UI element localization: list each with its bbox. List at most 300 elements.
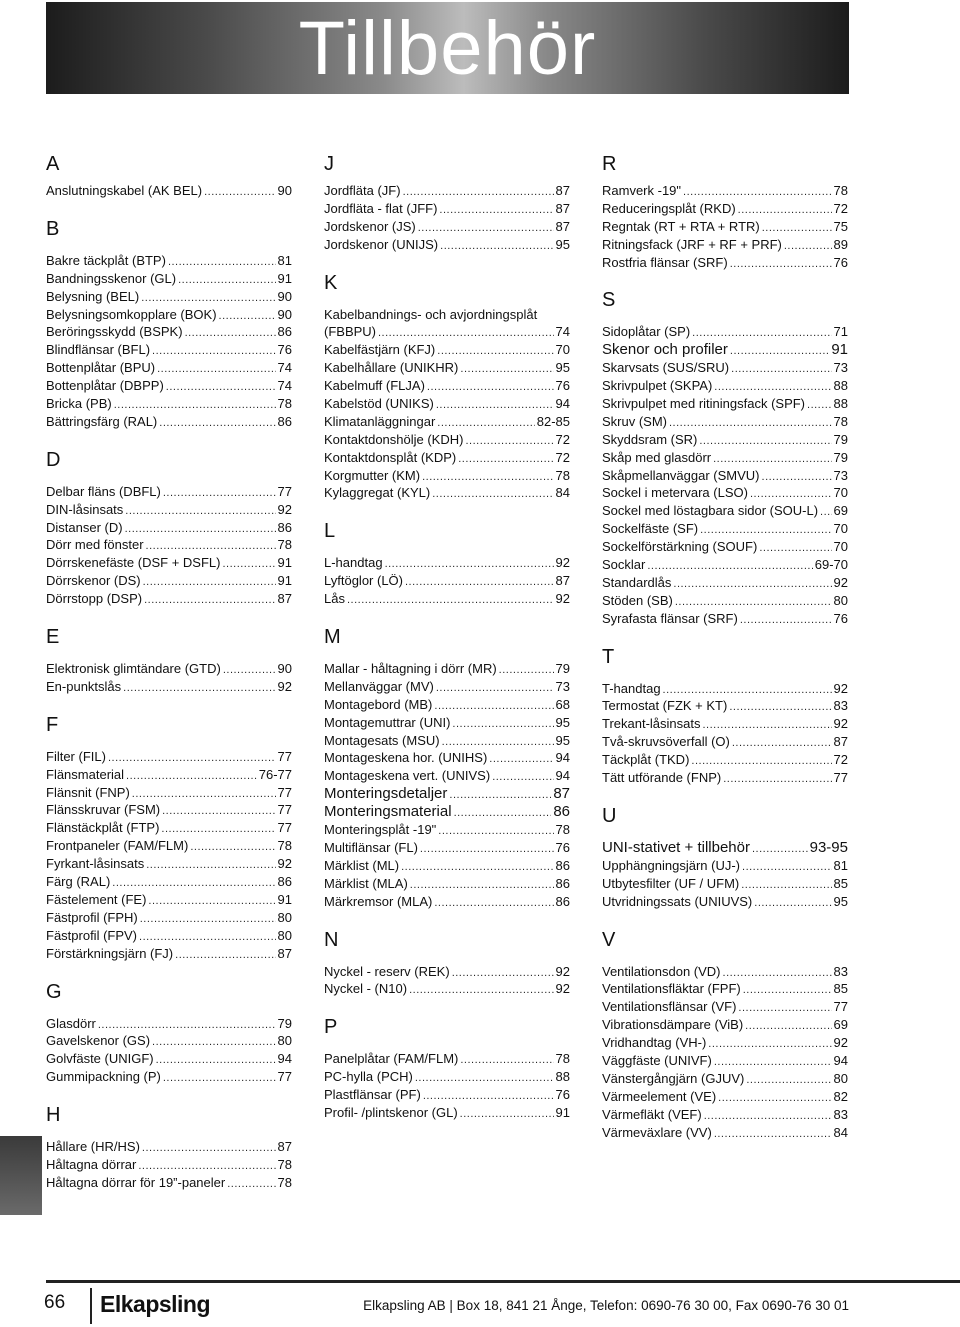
index-entry bbox=[602, 1034, 848, 1052]
dot-leader bbox=[489, 751, 553, 769]
index-entry bbox=[602, 341, 848, 359]
index-entry bbox=[46, 801, 292, 819]
entry-page: 76 bbox=[277, 342, 292, 358]
entry-name: Gummipackning (P) bbox=[46, 1069, 161, 1085]
entry-page: 83 bbox=[833, 963, 848, 979]
index-entry bbox=[602, 1052, 848, 1070]
index-entry bbox=[602, 556, 848, 574]
entry-name: Ventilationsdon (VD) bbox=[602, 963, 721, 979]
entry-page: 72 bbox=[555, 449, 570, 465]
entry-page: 87 bbox=[277, 1139, 292, 1155]
entry-page: 92 bbox=[833, 680, 848, 696]
dot-leader bbox=[168, 254, 276, 272]
dot-leader bbox=[227, 1176, 275, 1194]
index-entry bbox=[324, 714, 570, 732]
entry-name: Gavelskenor (GS) bbox=[46, 1033, 151, 1049]
section-letter: L bbox=[324, 520, 336, 543]
section-gap bbox=[602, 787, 848, 804]
dot-leader bbox=[401, 859, 553, 877]
index-entry bbox=[46, 323, 292, 341]
entry-name: Sockelfäste (SF) bbox=[602, 521, 699, 537]
entry-page: 82-85 bbox=[536, 413, 570, 429]
entry-name: Fästprofil (FPH) bbox=[46, 909, 138, 925]
entry-page: 76 bbox=[555, 839, 570, 855]
entry-page: 91 bbox=[555, 1104, 570, 1120]
dot-leader bbox=[152, 343, 275, 361]
dot-leader bbox=[784, 238, 832, 256]
index-entry bbox=[46, 678, 292, 696]
entry-page: 78 bbox=[277, 537, 292, 553]
entry-name: Elektronisk glimtändare (GTD) bbox=[46, 661, 221, 677]
entry-name: Färg (RAL) bbox=[46, 874, 111, 890]
entry-name: Två-skruvsöverfall (O) bbox=[602, 734, 730, 750]
entry-page: 91 bbox=[831, 341, 848, 359]
index-entry bbox=[46, 855, 292, 873]
entry-name: Fästprofil (FPV) bbox=[46, 927, 138, 943]
index-entry bbox=[602, 1070, 848, 1088]
section-gap bbox=[46, 431, 292, 448]
entry-name: Montagemuttrar (UNI) bbox=[324, 714, 451, 730]
entry-page: 71 bbox=[833, 324, 848, 340]
entry-page: 92 bbox=[833, 716, 848, 732]
index-entry bbox=[46, 1138, 292, 1156]
entry-name: Lås bbox=[324, 591, 345, 607]
entry-page: 83 bbox=[833, 1106, 848, 1122]
entry-page: 76 bbox=[555, 1087, 570, 1103]
entry-page: 87 bbox=[555, 183, 570, 198]
index-entry bbox=[46, 1015, 292, 1033]
entry-page: 86 bbox=[277, 324, 292, 340]
entry-page: 77 bbox=[277, 802, 292, 818]
dot-leader bbox=[673, 576, 831, 594]
index-entry bbox=[602, 1016, 848, 1034]
index-entry bbox=[324, 803, 570, 821]
entry-page: 92 bbox=[277, 678, 292, 694]
entry-page: 79 bbox=[833, 431, 848, 447]
entry-page: 86 bbox=[553, 803, 570, 821]
index-entry bbox=[46, 748, 292, 766]
entry-name: Bandningsskenor (GL) bbox=[46, 270, 177, 286]
section-gap bbox=[324, 254, 570, 271]
index-entry bbox=[602, 413, 848, 431]
entry-page: 80 bbox=[833, 1070, 848, 1086]
section-letter: K bbox=[324, 271, 338, 294]
entry-page: 91 bbox=[277, 555, 292, 571]
entry-name: Ventilationsfläktar (FPF) bbox=[602, 981, 741, 997]
dot-leader bbox=[454, 805, 552, 823]
dot-leader bbox=[108, 750, 276, 768]
section-letter: U bbox=[602, 804, 617, 827]
entry-name: Flänsskruvar (FSM) bbox=[46, 802, 161, 818]
index-column-3 bbox=[602, 152, 848, 1141]
footer-divider bbox=[90, 1288, 92, 1324]
dot-leader bbox=[405, 574, 554, 592]
section-letter: J bbox=[324, 153, 334, 175]
entry-page: 78 bbox=[555, 822, 570, 838]
entry-page: 87 bbox=[553, 785, 570, 803]
dot-leader bbox=[754, 895, 831, 913]
entry-name: Värmefläkt (VEF) bbox=[602, 1106, 702, 1122]
index-entry bbox=[602, 857, 848, 875]
entry-page: 92 bbox=[555, 555, 570, 571]
entry-page: 91 bbox=[277, 891, 292, 907]
entry-name: Håltagna dörrar för 19”-paneler bbox=[46, 1174, 226, 1190]
entry-page: 78 bbox=[555, 467, 570, 483]
page-number: 66 bbox=[44, 1292, 66, 1313]
entry-name: Kabelfästjärn (KFJ) bbox=[324, 342, 436, 358]
section-letter: P bbox=[324, 1016, 338, 1039]
entry-page: 91 bbox=[277, 270, 292, 286]
section-gap bbox=[602, 628, 848, 645]
entry-page: 92 bbox=[555, 981, 570, 997]
entry-page: 78 bbox=[833, 183, 848, 198]
dot-leader bbox=[762, 469, 832, 487]
entry-page: 72 bbox=[555, 431, 570, 447]
entry-name: Lyftöglor (LÖ) bbox=[324, 573, 403, 589]
index-entry bbox=[602, 467, 848, 485]
index-entry bbox=[324, 678, 570, 696]
index-entry bbox=[324, 1104, 570, 1122]
section-letter: B bbox=[46, 217, 60, 240]
entry-page: 95 bbox=[833, 893, 848, 909]
dot-leader bbox=[704, 1108, 832, 1126]
entry-name: Panelplåtar (FAM/FLM) bbox=[324, 1051, 459, 1067]
side-tab-marker bbox=[0, 1136, 42, 1215]
entry-name: Beröringsskydd (BSPK) bbox=[46, 324, 183, 340]
index-entry bbox=[46, 784, 292, 802]
index-entry bbox=[46, 288, 292, 306]
entry-name: Bricka (PB) bbox=[46, 396, 112, 412]
index-entry bbox=[324, 1068, 570, 1086]
entry-page: 77 bbox=[277, 483, 292, 499]
entry-name: Bättringsfärg (RAL) bbox=[46, 413, 158, 429]
section-gap bbox=[324, 911, 570, 928]
index-entry bbox=[46, 377, 292, 395]
index-entry bbox=[602, 359, 848, 377]
index-entry bbox=[602, 592, 848, 610]
entry-page: 79 bbox=[555, 661, 570, 677]
entry-name: Montageskena hor. (UNIHS) bbox=[324, 750, 488, 766]
entry-name: Jordskenor (UNIJS) bbox=[324, 236, 439, 252]
entry-page: 79 bbox=[277, 1015, 292, 1031]
entry-name: Utvridningssats (UNIUVS) bbox=[602, 893, 753, 909]
entry-name: Montagesats (MSU) bbox=[324, 732, 440, 748]
index-entry bbox=[324, 572, 570, 590]
entry-page: 84 bbox=[833, 1124, 848, 1140]
entry-page: 90 bbox=[277, 661, 292, 677]
entry-name: Skenor och profiler bbox=[602, 341, 728, 359]
entry-name: Klimatanläggningar bbox=[324, 413, 436, 429]
index-entry bbox=[46, 819, 292, 837]
dot-leader bbox=[162, 803, 275, 821]
entry-name: En-punktslås bbox=[46, 678, 122, 694]
index-entry bbox=[324, 767, 570, 785]
entry-name: Filter (FIL) bbox=[46, 748, 106, 764]
dot-leader bbox=[708, 1036, 831, 1054]
entry-page: 72 bbox=[833, 752, 848, 768]
section-letter: F bbox=[46, 713, 59, 736]
index-entry bbox=[46, 270, 292, 288]
entry-page: 86 bbox=[277, 413, 292, 429]
index-entry bbox=[46, 945, 292, 963]
section-letter: R bbox=[602, 153, 617, 175]
entry-name: Mellanväggar (MV) bbox=[324, 678, 434, 694]
entry-page: 92 bbox=[277, 856, 292, 872]
index-entry bbox=[602, 395, 848, 413]
dot-leader bbox=[436, 680, 554, 698]
entry-name: Sockelförstärkning (SOUF) bbox=[602, 539, 758, 555]
dot-leader bbox=[731, 361, 831, 379]
index-entry bbox=[602, 715, 848, 733]
entry-name: Skrivpulpet (SKPA) bbox=[602, 378, 713, 394]
entry-name: Märklist (MLA) bbox=[324, 875, 408, 891]
dot-leader bbox=[699, 433, 831, 451]
dot-leader bbox=[492, 769, 553, 787]
index-entry bbox=[602, 431, 848, 449]
dot-leader bbox=[422, 469, 553, 487]
dot-leader bbox=[730, 256, 832, 274]
dot-leader bbox=[714, 1126, 832, 1144]
index-entry bbox=[602, 323, 848, 341]
index-entry bbox=[46, 1174, 292, 1192]
dot-leader bbox=[163, 1070, 276, 1088]
section-gap bbox=[602, 271, 848, 288]
entry-name: Skåpmellanväggar (SMVU) bbox=[602, 467, 760, 483]
entry-name: Skarvsats (SUS/SRU) bbox=[602, 360, 730, 376]
entry-page: 88 bbox=[833, 378, 848, 394]
entry-name: Tätt utförande (FNP) bbox=[602, 770, 722, 786]
entry-page: 76-77 bbox=[258, 766, 292, 782]
index-entry bbox=[602, 182, 848, 200]
dot-leader bbox=[178, 272, 275, 290]
dot-leader bbox=[730, 343, 829, 361]
entry-name: Termostat (FZK + KT) bbox=[602, 698, 728, 714]
entry-page: 87 bbox=[277, 945, 292, 961]
index-entry bbox=[324, 893, 570, 911]
entry-page: 74 bbox=[277, 378, 292, 394]
entry-page: 72 bbox=[833, 200, 848, 216]
index-entry bbox=[324, 377, 570, 395]
entry-name: Kabelbandnings- och avjordningsplåt bbox=[324, 306, 538, 322]
index-entry bbox=[324, 839, 570, 857]
entry-name: Märklist (ML) bbox=[324, 857, 400, 873]
index-entry bbox=[602, 893, 848, 911]
entry-name: Plastflänsar (PF) bbox=[324, 1087, 421, 1103]
dot-leader bbox=[820, 504, 832, 522]
entry-page: 91 bbox=[277, 573, 292, 589]
entry-page: 69 bbox=[833, 1017, 848, 1033]
entry-name: Sidoplåtar (SP) bbox=[602, 324, 691, 340]
index-entry bbox=[602, 502, 848, 520]
entry-name: Profil- /plintskenor (GL) bbox=[324, 1104, 458, 1120]
entry-name: Regntak (RT + RTA + RTR) bbox=[602, 218, 760, 234]
index-entry bbox=[324, 821, 570, 839]
entry-name: Vänstergångjärn (GJUV) bbox=[602, 1070, 745, 1086]
entry-name: Ventilationsflänsar (VF) bbox=[602, 999, 737, 1015]
entry-page: 94 bbox=[555, 750, 570, 766]
index-entry bbox=[324, 590, 570, 608]
index-entry bbox=[324, 449, 570, 467]
index-entry bbox=[324, 323, 570, 341]
dot-leader bbox=[222, 556, 275, 574]
entry-name: Belysning (BEL) bbox=[46, 288, 140, 304]
section-letter: E bbox=[46, 626, 60, 649]
dot-leader bbox=[432, 486, 553, 504]
entry-page: 74 bbox=[555, 324, 570, 340]
entry-name: Golvfäste (UNIGF) bbox=[46, 1051, 154, 1067]
entry-name: Sockel i metervara (LSO) bbox=[602, 485, 748, 501]
index-entry bbox=[324, 341, 570, 359]
entry-name: PC-hylla (PCH) bbox=[324, 1069, 413, 1085]
entry-name: Blindflänsar (BFL) bbox=[46, 342, 151, 358]
entry-name: Rostfria flänsar (SRF) bbox=[602, 254, 728, 270]
dot-leader bbox=[152, 1034, 275, 1052]
dot-leader bbox=[452, 965, 554, 983]
index-entry bbox=[602, 610, 848, 628]
index-entry bbox=[46, 766, 292, 784]
entry-page: 82 bbox=[833, 1088, 848, 1104]
index-entry bbox=[46, 572, 292, 590]
section-letter: V bbox=[602, 928, 616, 951]
dot-leader bbox=[460, 1052, 553, 1070]
entry-name: DIN-låsinsats bbox=[46, 501, 124, 517]
dot-leader bbox=[449, 787, 551, 805]
company-logo: Elkapsling bbox=[100, 1291, 211, 1317]
entry-name: Syrafasta flänsar (SRF) bbox=[602, 610, 738, 626]
index-entry bbox=[46, 1032, 292, 1050]
section-gap bbox=[46, 1086, 292, 1103]
entry-name: Förstärkningsjärn (FJ) bbox=[46, 945, 174, 961]
index-entry bbox=[602, 697, 848, 715]
index-entry bbox=[324, 696, 570, 714]
entry-name: Montagebord (MB) bbox=[324, 696, 433, 712]
entry-name: UNI-stativet + tillbehör bbox=[602, 838, 750, 856]
entry-page: 77 bbox=[277, 820, 292, 836]
index-entry bbox=[46, 395, 292, 413]
index-entry bbox=[324, 732, 570, 750]
dot-leader bbox=[204, 184, 275, 202]
entry-page: 76 bbox=[833, 610, 848, 626]
entry-page: 90 bbox=[277, 183, 292, 198]
index-entry bbox=[602, 733, 848, 751]
section-gap bbox=[46, 608, 292, 625]
index-entry bbox=[324, 218, 570, 236]
dot-leader bbox=[125, 521, 276, 539]
entry-page: 78 bbox=[277, 1156, 292, 1172]
entry-name: Ramverk -19" bbox=[602, 183, 682, 198]
index-entry bbox=[46, 1156, 292, 1174]
index-entry bbox=[46, 554, 292, 572]
entry-name: Jordskenor (JS) bbox=[324, 218, 416, 234]
index-entry bbox=[602, 963, 848, 981]
section-gap bbox=[602, 911, 848, 928]
entry-page: 81 bbox=[277, 252, 292, 268]
section-letter: T bbox=[602, 645, 615, 668]
index-entry bbox=[46, 873, 292, 891]
entry-page: 93-95 bbox=[809, 838, 848, 856]
section-letter: N bbox=[324, 928, 339, 951]
dot-leader bbox=[140, 911, 276, 929]
entry-page: 85 bbox=[833, 981, 848, 997]
dot-leader bbox=[460, 361, 553, 379]
section-gap bbox=[324, 502, 570, 519]
entry-page: 88 bbox=[833, 396, 848, 412]
index-entry bbox=[46, 837, 292, 855]
dot-leader bbox=[460, 1106, 554, 1124]
entry-page: 79 bbox=[833, 449, 848, 465]
entry-name: Distanser (D) bbox=[46, 519, 123, 535]
index-entry bbox=[46, 306, 292, 324]
dot-leader bbox=[143, 574, 276, 592]
dot-leader bbox=[452, 716, 553, 734]
entry-name: Bottenplåtar (BPU) bbox=[46, 360, 156, 376]
entry-name: Väggfäste (UNIVF) bbox=[602, 1052, 712, 1068]
entry-name: Flänsnit (FNP) bbox=[46, 784, 130, 800]
dot-leader bbox=[166, 379, 276, 397]
index-entry bbox=[46, 182, 292, 200]
entry-name: Märkremsor (MLA) bbox=[324, 893, 433, 909]
index-entry bbox=[602, 200, 848, 218]
index-entry bbox=[602, 574, 848, 592]
entry-name: Monteringsmaterial bbox=[324, 803, 452, 821]
dot-leader bbox=[409, 982, 553, 1000]
entry-name: Flänstäckplåt (FTP) bbox=[46, 820, 160, 836]
entry-page: 80 bbox=[277, 909, 292, 925]
entry-name: Kabelstöd (UNIKS) bbox=[324, 396, 434, 412]
entry-page: 81 bbox=[833, 857, 848, 873]
entry-page: 85 bbox=[833, 875, 848, 891]
entry-page: 70 bbox=[555, 342, 570, 358]
entry-page: 94 bbox=[555, 396, 570, 412]
section-gap bbox=[46, 200, 292, 217]
index-entry bbox=[602, 1106, 848, 1124]
index-entry bbox=[602, 1124, 848, 1142]
index-entry bbox=[602, 538, 848, 556]
dot-leader bbox=[385, 556, 554, 574]
index-entry bbox=[602, 980, 848, 998]
dot-leader bbox=[647, 558, 812, 576]
entry-page: 78 bbox=[277, 1174, 292, 1190]
title-banner bbox=[46, 2, 849, 94]
index-entry bbox=[46, 909, 292, 927]
index-entry bbox=[602, 254, 848, 272]
index-entry bbox=[46, 501, 292, 519]
index-entry bbox=[46, 413, 292, 431]
dot-leader bbox=[159, 415, 275, 433]
entry-name: Flänsmaterial bbox=[46, 766, 125, 782]
index-entry bbox=[46, 341, 292, 359]
entry-name: Montageskena vert. (UNIVS) bbox=[324, 768, 491, 784]
entry-name: Vibrationsdämpare (ViB) bbox=[602, 1017, 744, 1033]
entry-page: 86 bbox=[555, 875, 570, 891]
section-letter: D bbox=[46, 448, 61, 471]
entry-name: Jordfläta - flat (JFF) bbox=[324, 200, 438, 216]
section-letter: H bbox=[46, 1104, 61, 1127]
index-entry bbox=[602, 484, 848, 502]
entry-name: Kontaktdonsplåt (KDP) bbox=[324, 449, 457, 465]
entry-name: Multiflänsar (FL) bbox=[324, 839, 418, 855]
entry-name: Skåp med glasdörr bbox=[602, 449, 712, 465]
entry-name: Utbytesfilter (UF / UFM) bbox=[602, 875, 740, 891]
entry-page: 94 bbox=[833, 1052, 848, 1068]
entry-name: Dörr med fönster bbox=[46, 537, 144, 553]
entry-page: 87 bbox=[555, 200, 570, 216]
entry-page: 77 bbox=[277, 1069, 292, 1085]
dot-leader bbox=[347, 592, 554, 610]
dot-leader bbox=[723, 771, 831, 789]
index-entry bbox=[46, 536, 292, 554]
entry-page: 89 bbox=[833, 236, 848, 252]
